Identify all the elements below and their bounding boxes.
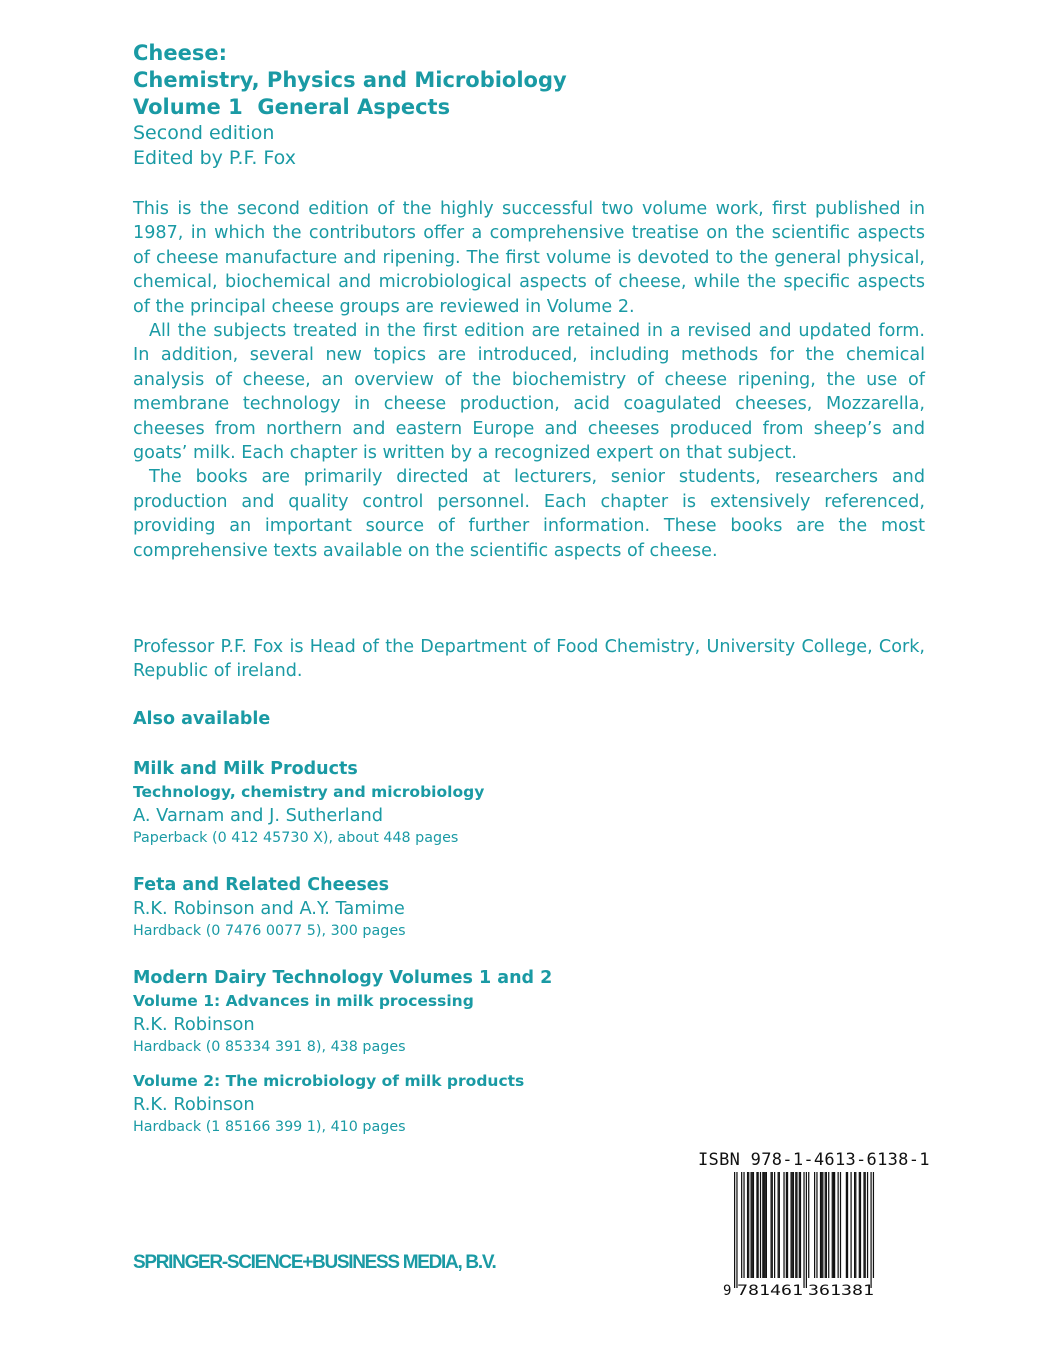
- barcode-bar: [792, 1172, 793, 1278]
- barcode-bar: [814, 1172, 815, 1278]
- barcode-bar: [865, 1172, 866, 1278]
- book-entry-info: Hardback (0 85334 391 8), 438 pages: [133, 1039, 406, 1055]
- book-editor: Edited by P.F. Fox: [133, 147, 296, 169]
- barcode-bar: [803, 1172, 804, 1288]
- editor-bio: Professor P.F. Fox is Head of the Department of Food Chemistry, University College, Cork, Republic of ireland.: [133, 637, 925, 682]
- book-description: [133, 197, 925, 563]
- barcode-bar: [832, 1172, 833, 1278]
- barcode-bar: [846, 1172, 847, 1278]
- barcode-bar: [850, 1172, 851, 1278]
- barcode-bar: [790, 1172, 791, 1278]
- barcode-bar: [834, 1172, 835, 1278]
- book-entry-title: Milk and Milk Products: [133, 759, 358, 779]
- book-entry-title: Modern Dairy Technology Volumes 1 and 2: [133, 968, 553, 988]
- barcode-bar: [820, 1172, 821, 1278]
- barcode-bar: [825, 1172, 826, 1278]
- barcode-bar: [743, 1172, 744, 1278]
- barcode-bar: [822, 1172, 823, 1278]
- book-title: Cheese:: [133, 41, 227, 65]
- barcode-bar: [873, 1172, 874, 1278]
- barcode-bar: [783, 1172, 784, 1278]
- barcode-bar: [752, 1172, 753, 1278]
- barcode-bar: [828, 1172, 829, 1278]
- barcode-bar: [753, 1172, 754, 1278]
- barcode-bar: [795, 1172, 796, 1278]
- barcode-bar: [762, 1172, 763, 1278]
- barcode-bar: [750, 1172, 751, 1278]
- barcode-bar: [854, 1172, 855, 1278]
- book-header: [133, 40, 567, 171]
- book-entry: [133, 873, 406, 942]
- book-entry-info: Paperback (0 412 45730 X), about 448 pages: [133, 830, 459, 846]
- barcode-bar: [766, 1172, 767, 1278]
- barcode-bar: [799, 1172, 800, 1278]
- description-paragraph-1: This is the second edition of the highly successful two volume work, first published in 1987, in which the contributors offer a comprehensive treatise on the scientific aspects of cheese manufacture and ripening. The first volume is devoted to the general physical, chemical, biochemical and microbiological aspects of cheese, while the specific aspects of the principal cheese groups are reviewed in Volume 2.: [133, 199, 925, 317]
- book-entry-authors: R.K. Robinson: [133, 1014, 255, 1035]
- barcode-bar: [796, 1172, 797, 1278]
- barcode: [722, 1172, 882, 1298]
- barcode-bar: [833, 1172, 834, 1278]
- barcode-bar: [741, 1172, 742, 1278]
- book-entry-info: Hardback (0 7476 0077 5), 300 pages: [133, 923, 406, 939]
- book-entry-subtitle: Volume 1: Advances in milk processing: [133, 992, 474, 1010]
- barcode-bar: [863, 1172, 864, 1278]
- barcode-bar: [770, 1172, 771, 1278]
- book-volume: Volume 1 General Aspects: [133, 95, 451, 119]
- barcode-bar: [867, 1172, 868, 1278]
- barcode-bar: [778, 1172, 779, 1278]
- barcode-bars: [734, 1172, 874, 1288]
- barcode-bar: [840, 1172, 841, 1278]
- book-subtitle: Chemistry, Physics and Microbiology: [133, 68, 567, 92]
- barcode-bar: [826, 1172, 827, 1278]
- barcode-bar: [860, 1172, 861, 1278]
- barcode-bar: [756, 1172, 757, 1278]
- barcode-digits-right: 361381: [808, 1283, 874, 1298]
- barcode-bar: [806, 1172, 807, 1288]
- book-edition: Second edition: [133, 122, 275, 144]
- barcode-bar: [793, 1172, 794, 1278]
- publisher-name: SPRINGER-SCIENCE+BUSINESS MEDIA, B.V.: [133, 1252, 496, 1273]
- book-entry-info: Hardback (1 85166 399 1), 410 pages: [133, 1119, 406, 1135]
- barcode-bar: [859, 1172, 860, 1278]
- barcode-bar: [748, 1172, 749, 1278]
- barcode-bar: [765, 1172, 766, 1278]
- barcode-bar: [747, 1172, 748, 1278]
- barcode-bar: [760, 1172, 761, 1278]
- barcode-bar: [734, 1172, 735, 1288]
- barcode-digit-first: 9: [723, 1283, 732, 1298]
- barcode-bar: [786, 1172, 787, 1278]
- barcode-bar: [779, 1172, 780, 1278]
- barcode-bar: [736, 1172, 737, 1288]
- book-entry-subtitle: Volume 2: The microbiology of milk products: [133, 1072, 525, 1090]
- barcode-bar: [800, 1172, 801, 1278]
- book-entry-authors: A. Varnam and J. Sutherland: [133, 805, 384, 826]
- book-entry: [133, 966, 552, 1058]
- barcode-bar: [774, 1172, 775, 1278]
- book-entry-subtitle: Technology, chemistry and microbiology: [133, 783, 485, 801]
- barcode-bar: [787, 1172, 788, 1278]
- book-entry-authors: R.K. Robinson and A.Y. Tamime: [133, 898, 405, 919]
- book-entry: [133, 757, 484, 849]
- barcode-digits-left: 781461: [737, 1283, 803, 1298]
- barcode-bar: [838, 1172, 839, 1278]
- barcode-bar: [772, 1172, 773, 1278]
- also-available-heading: Also available: [133, 709, 271, 729]
- book-entry-title: Feta and Related Cheeses: [133, 875, 390, 895]
- book-entry-authors: R.K. Robinson: [133, 1094, 255, 1115]
- barcode-bar: [816, 1172, 817, 1278]
- book-entry: [133, 1070, 524, 1138]
- barcode-bar: [870, 1172, 871, 1288]
- barcode-bar: [808, 1172, 809, 1278]
- barcode-bar: [821, 1172, 822, 1278]
- isbn-label: ISBN 978-1-4613-6138-1: [698, 1150, 930, 1170]
- description-paragraph-2: All the subjects treated in the first edition are retained in a revised and updated form. In addition, several new topics are introduced, including methods for the chemical analysis of cheese, an overview of the biochemistry of cheese ripening, the use of membrane technology in cheese production, acid coagulated cheeses, Mozzarella, cheeses from northern and eastern Europe and cheeses produced from sheep’s and goats’ milk. Each chapter is written by a recognized expert on that subject.: [133, 321, 925, 464]
- barcode-bar: [763, 1172, 764, 1278]
- barcode-bar: [855, 1172, 856, 1278]
- barcode-bar: [758, 1172, 759, 1278]
- barcode-bar: [847, 1172, 848, 1278]
- description-paragraph-3: The books are primarily directed at lecturers, senior students, researchers and production and quality control personnel. Each chapter is extensively referenced, providing an important source of further information. These books are the most comprehensive texts available on the scientific aspects of cheese.: [133, 467, 925, 561]
